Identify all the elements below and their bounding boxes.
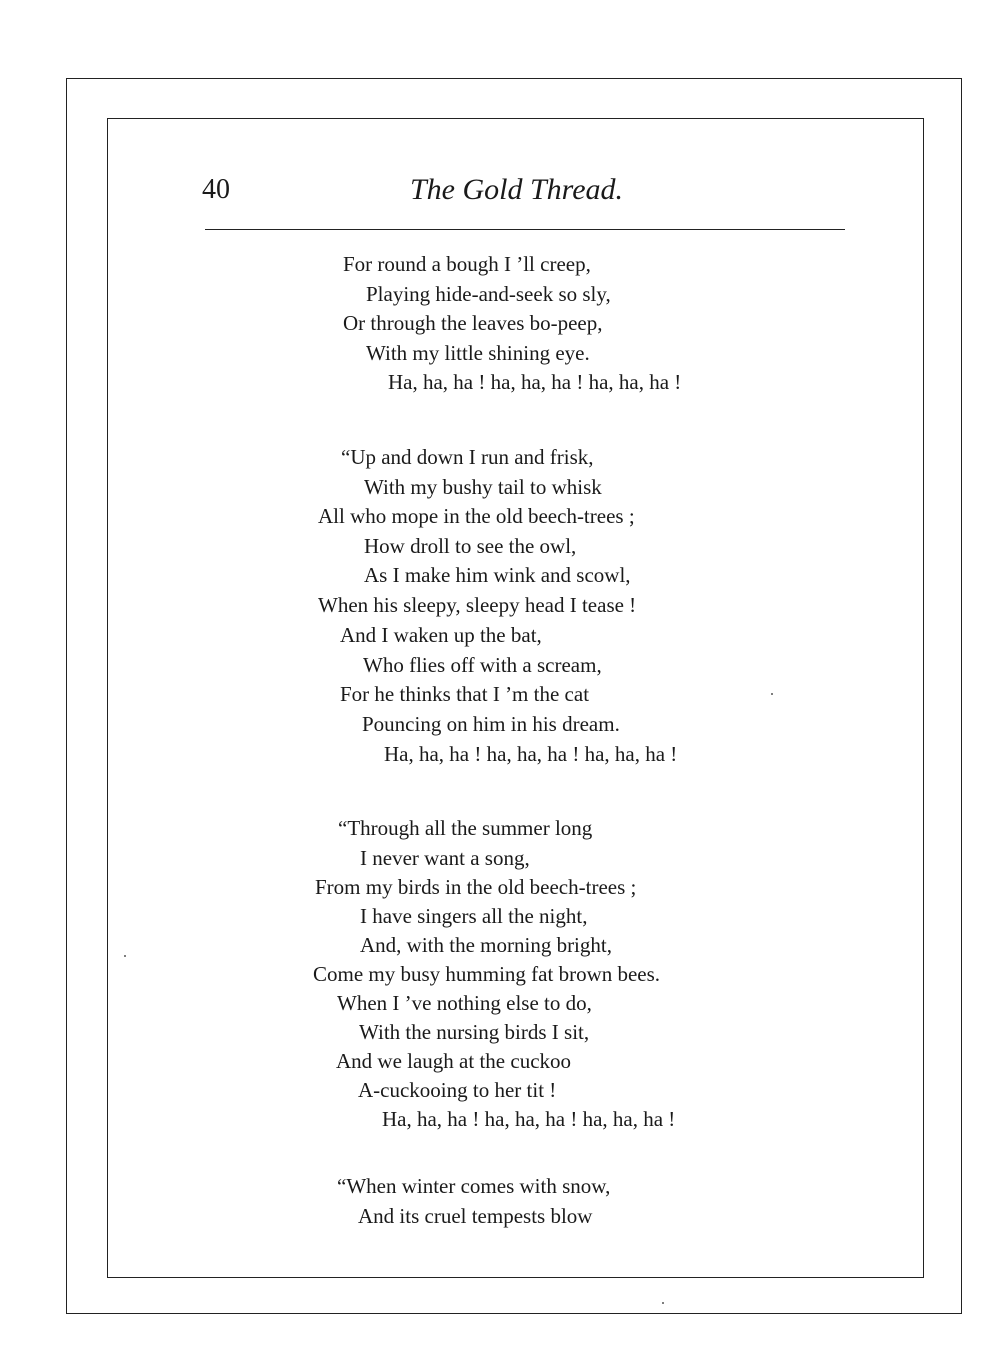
poem-line: I have singers all the night, — [360, 904, 588, 928]
running-title: The Gold Thread. — [410, 173, 624, 206]
poem-line: And I waken up the bat, — [340, 623, 542, 647]
scan-speck — [662, 1302, 664, 1304]
poem-refrain: Ha, ha, ha ! ha, ha, ha ! ha, ha, ha ! — [388, 370, 682, 394]
poem-line: For round a bough I ’ll creep, — [343, 252, 591, 276]
poem-line: “Through all the summer long — [338, 816, 593, 840]
scan-speck — [124, 955, 126, 957]
poem-line: When his sleepy, sleepy head I tease ! — [318, 593, 637, 617]
poem-line: All who mope in the old beech-trees ; — [318, 504, 635, 528]
poem-line: And we laugh at the cuckoo — [336, 1049, 572, 1073]
poem-line: A-cuckooing to her tit ! — [358, 1078, 557, 1102]
poem-line: With my bushy tail to whisk — [364, 475, 602, 499]
poem-refrain: Ha, ha, ha ! ha, ha, ha ! ha, ha, ha ! — [384, 742, 678, 766]
poem-refrain: Ha, ha, ha ! ha, ha, ha ! ha, ha, ha ! — [382, 1107, 676, 1131]
poem-line: With the nursing birds I sit, — [359, 1020, 590, 1044]
poem-line: Who flies off with a scream, — [363, 653, 602, 677]
poem-line: And, with the morning bright, — [360, 933, 612, 957]
scan-speck — [771, 693, 773, 695]
poem-line: With my little shining eye. — [366, 341, 590, 365]
poem-line: How droll to see the owl, — [364, 534, 577, 558]
poem-line: From my birds in the old beech-trees ; — [315, 875, 637, 899]
poem-line: Come my busy humming fat brown bees. — [313, 962, 661, 986]
page-number: 40 — [202, 174, 230, 205]
poem-line: “When winter comes with snow, — [337, 1174, 611, 1198]
poem-line: For he thinks that I ’m the cat — [340, 682, 590, 706]
poem-line: “Up and down I run and frisk, — [341, 445, 594, 469]
poem-line: As I make him wink and scowl, — [364, 563, 631, 587]
header-rule — [205, 229, 845, 230]
poem-line: I never want a song, — [360, 846, 530, 870]
poem-line: Playing hide-and-seek so sly, — [366, 282, 611, 306]
poem-line: And its cruel tempests blow — [358, 1204, 593, 1228]
poem-line: When I ’ve nothing else to do, — [337, 991, 592, 1015]
poem-line: Pouncing on him in his dream. — [362, 712, 620, 736]
poem-line: Or through the leaves bo-peep, — [343, 311, 603, 335]
